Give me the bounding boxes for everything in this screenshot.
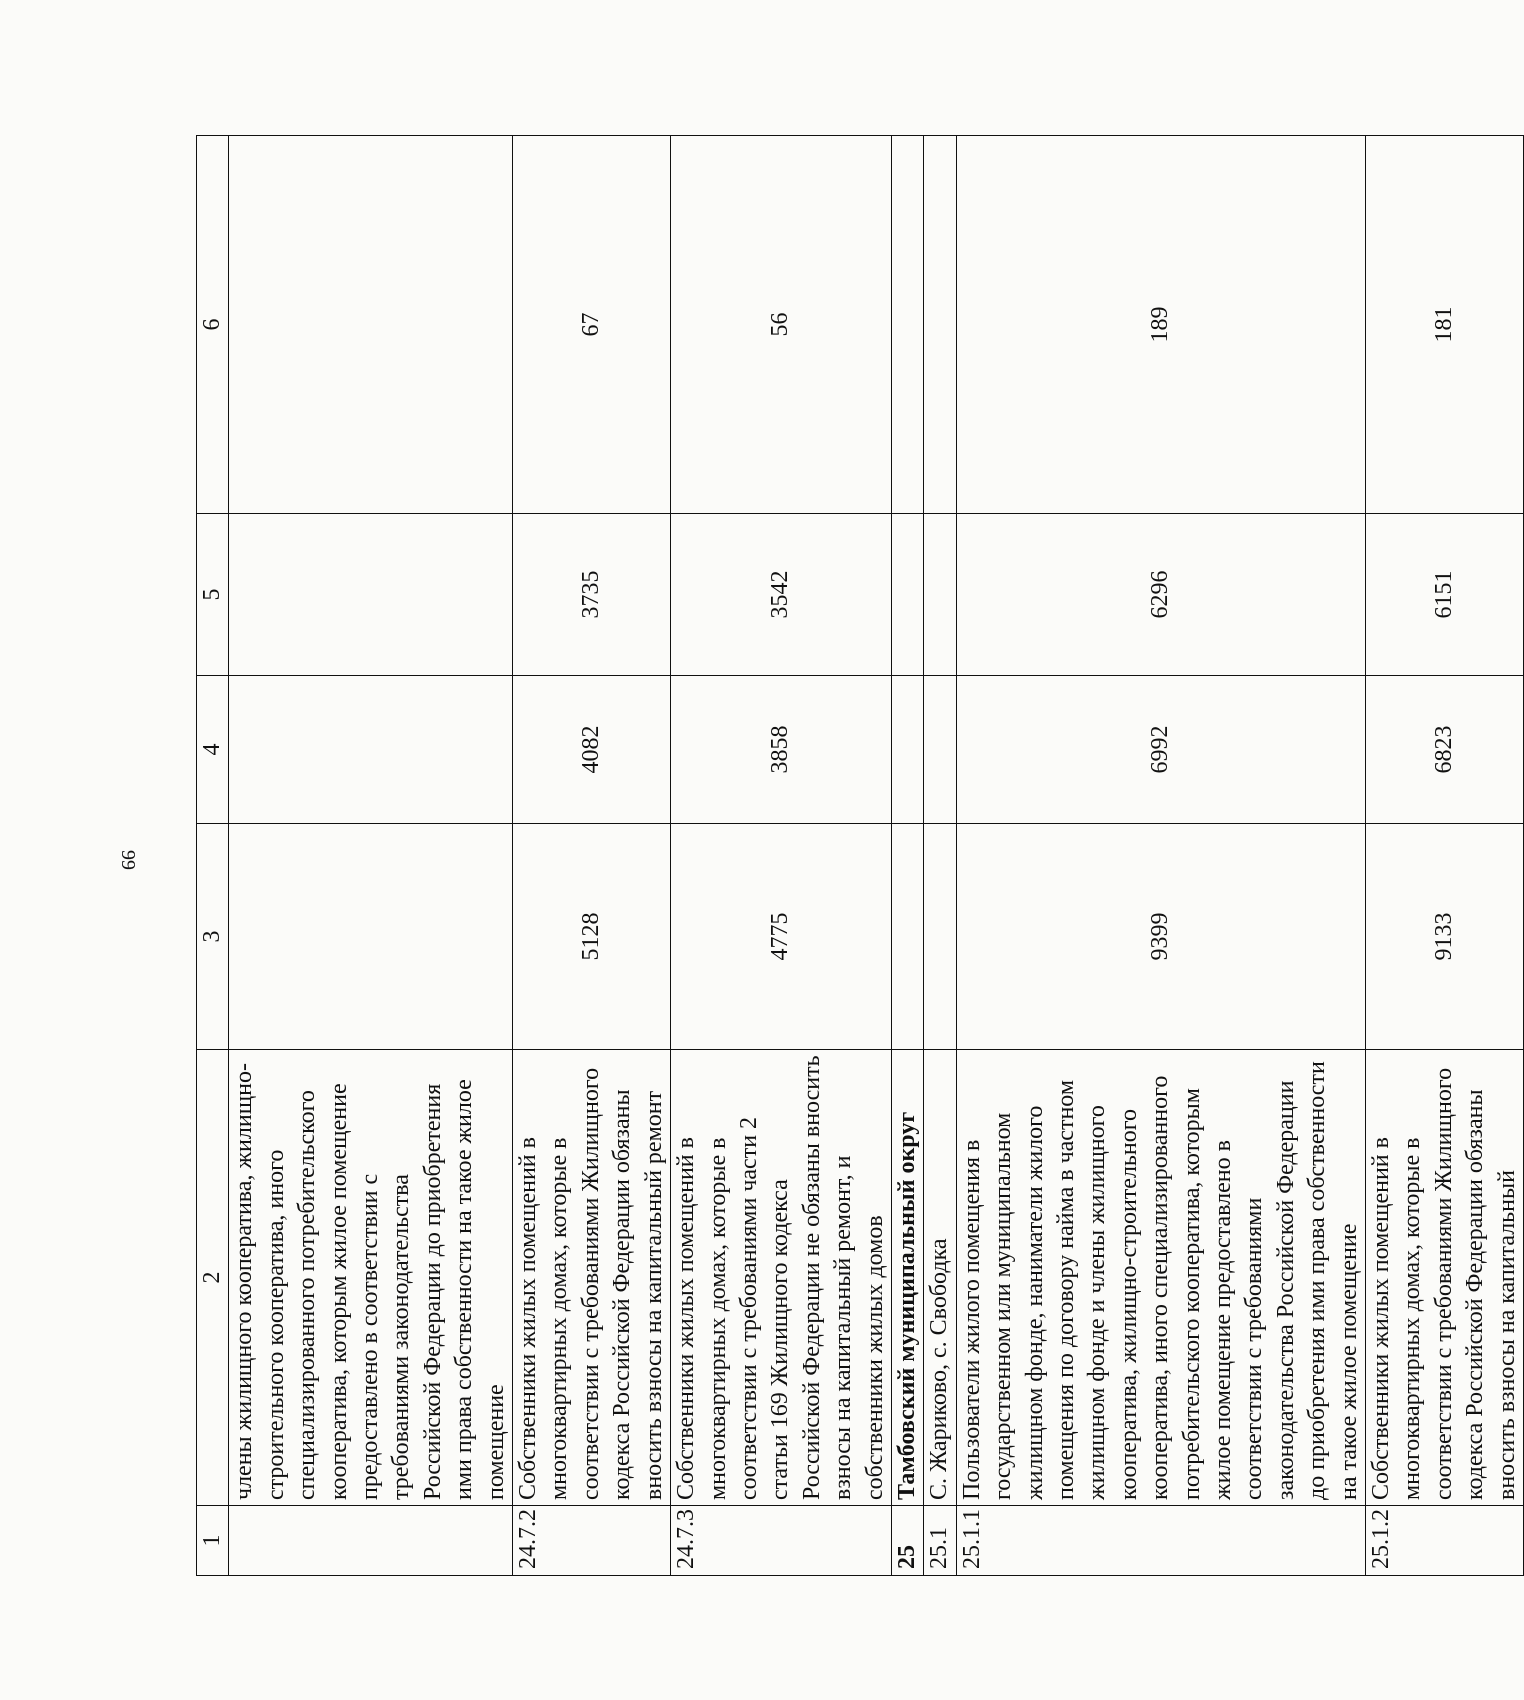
empty-cell: [924, 136, 956, 514]
table-row: [671, 136, 892, 1576]
table-row: [956, 136, 1365, 1576]
page-number: 99: [117, 850, 139, 870]
table-row: [1366, 136, 1524, 1576]
tariff-table: [196, 135, 1524, 1576]
row-value-5: 3735: [513, 514, 671, 676]
row-value-3: 5128: [513, 824, 671, 1050]
header-cell-2: 2: [197, 1050, 229, 1506]
header-cell-4: 4: [197, 676, 229, 824]
row-value-5: 6151: [1366, 514, 1524, 676]
header-cell-1: 1: [197, 1506, 229, 1576]
empty-cell: [924, 514, 956, 676]
header-cell-6: 6: [197, 136, 229, 514]
row-value-4: [229, 676, 513, 824]
row-value-3: 9399: [956, 824, 1365, 1050]
empty-cell: [891, 514, 923, 676]
empty-cell: [891, 136, 923, 514]
row-value-3: [229, 824, 513, 1050]
table-row: [229, 136, 513, 1576]
section-code: 25: [891, 1506, 923, 1576]
row-value-6: 56: [671, 136, 892, 514]
table-row: [513, 136, 671, 1576]
row-value-4: 3858: [671, 676, 892, 824]
header-cell-5: 5: [197, 514, 229, 676]
row-description: Собственники жилых помещений в многоквартирных домах, которые в соответствии с требованиями Жилищного кодекса Российской Федерации обязаны вносить взносы на капитальный ремонт: [513, 1050, 671, 1506]
row-value-4: 6992: [956, 676, 1365, 824]
row-value-5: 6296: [956, 514, 1365, 676]
row-value-3: 4775: [671, 824, 892, 1050]
row-value-6: 181: [1366, 136, 1524, 514]
empty-cell: [924, 824, 956, 1050]
empty-cell: [891, 676, 923, 824]
row-value-5: [229, 514, 513, 676]
row-code: 25.1.2: [1366, 1506, 1524, 1576]
row-code: 25.1.1: [956, 1506, 1365, 1576]
row-value-3: 9133: [1366, 824, 1524, 1050]
subsection-code: 25.1: [924, 1506, 956, 1576]
rotated-table-wrapper: [196, 136, 1520, 1576]
row-code: 24.7.3: [671, 1506, 892, 1576]
row-value-4: 6823: [1366, 676, 1524, 824]
row-description: члены жилищного кооператива, жилищно-строительного кооператива, иного специализированного потребительского кооператива, которым жилое помещение предоставлено в соответствии с требованиями законодательства Российской Федерации до приобретения ими права собственности на такое жилое помещение: [229, 1050, 513, 1506]
row-value-6: [229, 136, 513, 514]
row-description: Собственники жилых помещений в многоквартирных домах, которые в соответствии с требованиями части 2 статьи 169 Жилищного кодекса Российской Федерации не обязаны вносить взносы на капитальный ремонт, и собственники жилых домов: [671, 1050, 892, 1506]
header-cell-3: 3: [197, 824, 229, 1050]
row-code: [229, 1506, 513, 1576]
section-title: Тамбовский муниципальный округ: [891, 1050, 923, 1506]
subsection-row: [924, 136, 956, 1576]
row-value-6: 189: [956, 136, 1365, 514]
header-row: [197, 136, 229, 1576]
row-description: Пользователи жилого помещения в государственном или муниципальном жилищном фонде, наниматели жилого помещения по договору найма в частном жилищном фонде и члены жилищного кооператива, жилищно-строительного кооператива, иного специализированного потребительского кооператива, которым жилое помещение предоставлено в соответствии с требованиями законодательства Российской Федерации до приобретения ими права собственности на такое жилое помещение: [956, 1050, 1365, 1506]
row-value-5: 3542: [671, 514, 892, 676]
row-description: Собственники жилых помещений в многоквартирных домах, которые в соответствии с требованиями Жилищного кодекса Российской Федерации обязаны вносить взносы на капитальный: [1366, 1050, 1524, 1506]
row-code: 24.7.2: [513, 1506, 671, 1576]
row-value-6: 67: [513, 136, 671, 514]
section-row: [891, 136, 923, 1576]
empty-cell: [891, 824, 923, 1050]
row-value-4: 4082: [513, 676, 671, 824]
subsection-title: С. Жариково, с. Свободка: [924, 1050, 956, 1506]
empty-cell: [924, 676, 956, 824]
